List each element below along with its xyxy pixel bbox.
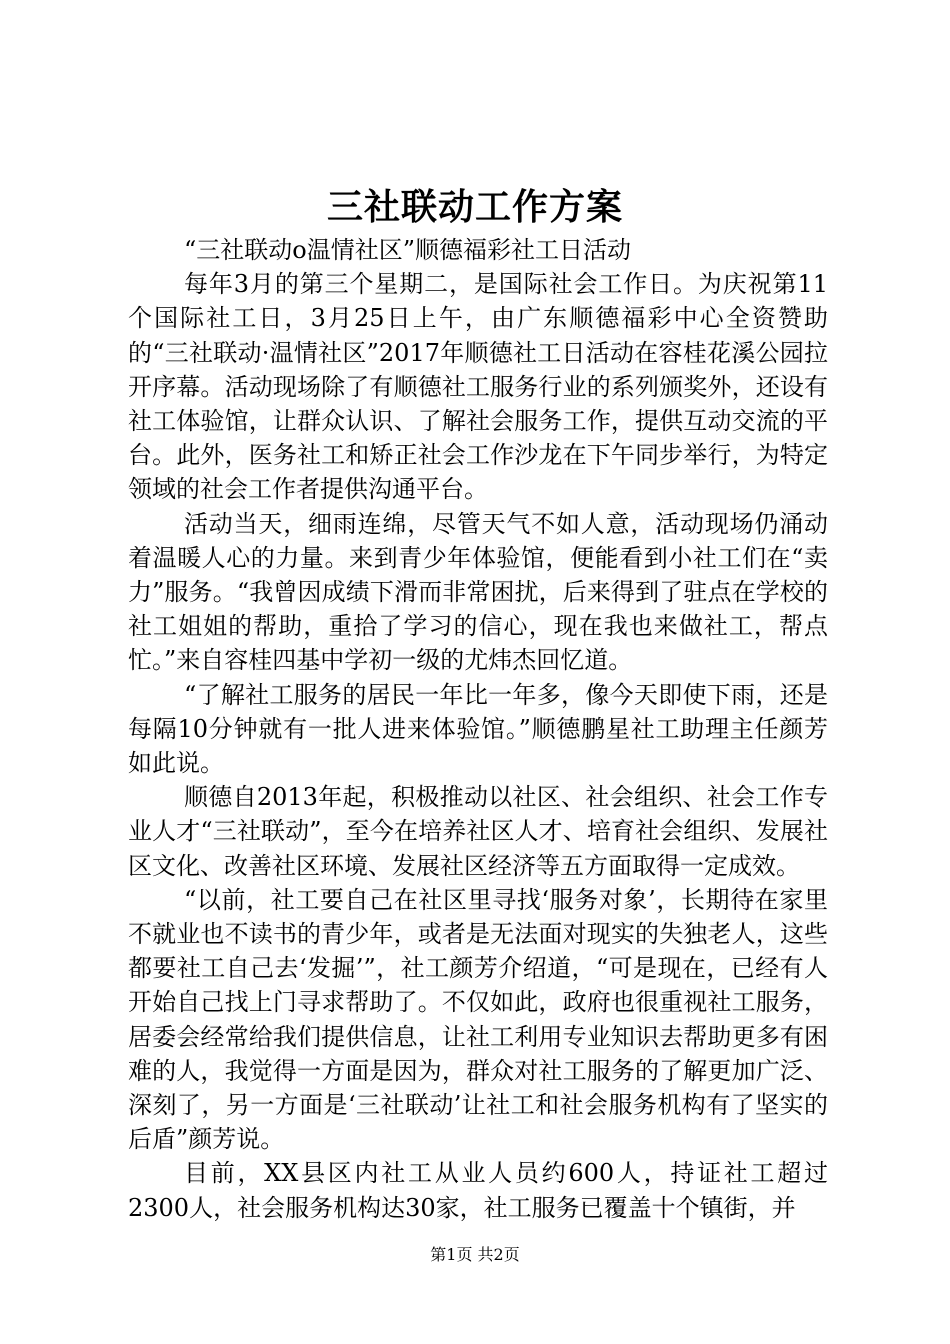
document-body <box>128 233 828 1225</box>
document-title: 三社联动工作方案 <box>326 186 623 228</box>
paragraph: 目前，XX县区内社工从业人员约600人，持证社工超过2300人，社会服务机构达30家，社工服务已覆盖十个镇街，并 <box>128 1159 828 1222</box>
page-footer: 第1页 共2页 <box>430 1245 520 1264</box>
paragraph: 顺德自2013年起，积极推动以社区、社会组织、社会工作专业人才“三社联动”，至今在培养社区人才、培育社会组织、发展社区文化、改善社区环境、发展社区经济等五方面取得一定成效。 <box>128 783 828 880</box>
paragraph: “以前，社工要自己在社区里寻找‘服务对象’，长期待在家里不就业也不读书的青少年，或者是无法面对现实的失独老人，这些都要社工自己去‘发掘’”，社工颜芳介绍道，“可是现在，已经有人开始自己找上门寻求帮助了。不仅如此，政府也很重视社工服务，居委会经常给我们提供信息，让社工利用专业知识去帮助更多有困难的人，我觉得一方面是因为，群众对社工服务的了解更加广泛、深刻了，另一方面是‘三社联动’让社工和社会服务机构有了坚实的后盾”颜芳说。 <box>128 885 828 1154</box>
paragraph: 活动当天，细雨连绵，尽管天气不如人意，活动现场仍涌动着温暖人心的力量。来到青少年体验馆，便能看到小社工们在“卖力”服务。“我曾因成绩下滑而非常困扰，后来得到了驻点在学校的社工姐姐的帮助，重拾了学习的信心，现在我也来做社工，帮点忙。”来自容桂四基中学初一级的尤炜杰回忆道。 <box>128 509 828 675</box>
paragraph: “了解社工服务的居民一年比一年多，像今天即使下雨，还是每隔10分钟就有一批人进来体验馆。”顺德鹏星社工助理主任颜芳如此说。 <box>128 680 828 778</box>
paragraph-subtitle: “三社联动o温情社区”顺德福彩社工日活动 <box>184 236 631 264</box>
paragraph: 每年3月的第三个星期二，是国际社会工作日。为庆祝第11个国际社工日，3月25日上午，由广东顺德福彩中心全资赞助的“三社联动·温情社区”2017年顺德社工日活动在容桂花溪公园拉开序幕。活动现场除了有顺德社工服务行业的系列颁奖外，还设有社工体验馆，让群众认识、了解社会服务工作，提供互动交流的平台。此外，医务社工和矫正社会工作沙龙在下午同步举行，为特定领域的社会工作者提供沟通平台。 <box>128 270 828 504</box>
